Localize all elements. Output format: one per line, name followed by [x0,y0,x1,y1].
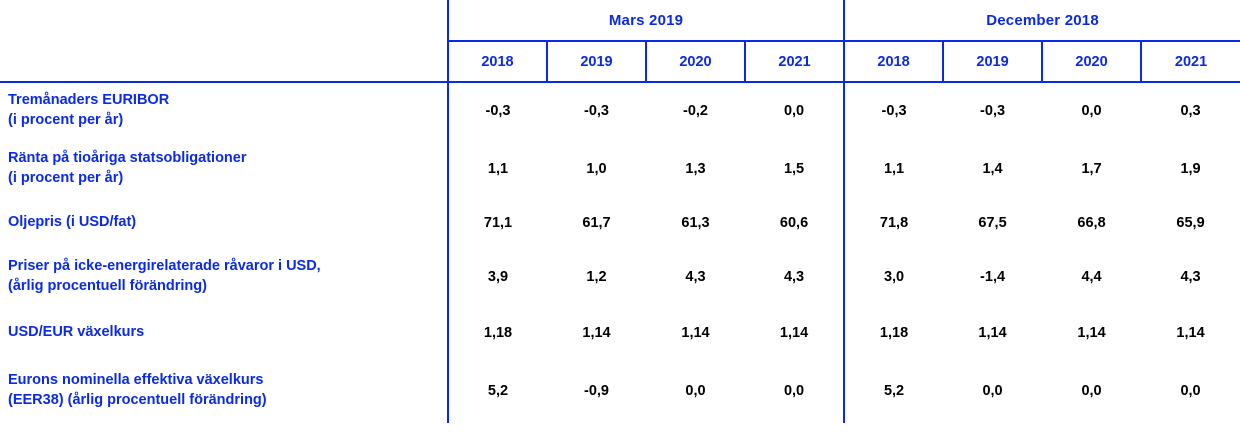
table-cell: 65,9 [1176,215,1205,231]
table-cell: 1,4 [982,161,1003,177]
table-body [0,82,1240,423]
table-cell: 1,3 [685,161,706,177]
table-cell: 4,3 [1180,269,1201,285]
table-cell: 71,1 [483,215,513,231]
table-cell: -0,3 [584,103,609,119]
table-cell: 1,18 [844,307,943,359]
year-header-4: 2021 [745,41,844,82]
table-cell: 66,8 [1077,215,1106,231]
row-label-line: (EER38) (årlig procentuell förändring) [8,392,267,408]
table-cell: 1,14 [1176,325,1205,341]
table-cell: 4,3 [783,269,805,285]
table-row [0,199,1240,247]
row-label-icke-energirelaterade-ravaror [0,247,448,307]
year-header-8: 2021 [1141,41,1240,82]
table-cell: 3,0 [844,247,943,307]
year-header-7: 2020 [1042,41,1141,82]
group-header-december-2018: December 2018 [844,0,1240,41]
table-cell: 61,3 [681,215,710,231]
table-cell: -0,3 [485,103,511,119]
table-cell: 1,14 [1077,325,1106,341]
table-cell: 1,14 [779,325,809,341]
row-label-tioariga-statsobligationer [0,139,448,199]
table-cell: 1,7 [1081,161,1102,177]
table-cell: -0,3 [980,103,1006,119]
table-row [0,82,1240,139]
row-label-line: Priser på icke-energirelaterade råvaror i USD, [8,258,321,275]
table-cell: 3,9 [487,269,509,285]
group-header-row [0,0,1240,41]
table-row [0,139,1240,199]
table-cell: -0,2 [683,103,708,119]
row-label-line: (årlig procentuell förändring) [8,278,207,294]
table-cell: 5,2 [487,383,509,399]
table-cell: 4,3 [685,269,706,285]
table-cell: 61,7 [582,215,611,231]
table-cell: -1,4 [980,269,1006,285]
table-cell: 1,5 [783,161,805,177]
table-cell: 67,5 [978,215,1007,231]
table-cell: 0,0 [783,383,805,399]
year-header-5: 2018 [844,41,943,82]
row-label-line: (i procent per år) [8,170,124,186]
table-header [0,0,1240,82]
table-cell: 0,0 [685,383,706,399]
header-corner-cell [0,0,448,41]
table-cell: 0,3 [1180,103,1201,119]
table-cell: 1,1 [487,161,509,177]
year-header-3: 2020 [646,41,745,82]
table-cell: -0,3 [844,82,943,139]
table-row [0,307,1240,359]
year-header-2: 2019 [547,41,646,82]
year-corner-cell [0,41,448,82]
year-header-row [0,41,1240,82]
table-cell: 5,2 [844,359,943,423]
row-label-oljepris [0,199,448,247]
row-label-line: USD/EUR växelkurs [8,324,145,341]
table-cell: 0,0 [1081,383,1102,399]
group-header-mars-2019: Mars 2019 [448,0,844,41]
table-cell: 1,18 [483,325,513,341]
row-label-usd-eur-vaxelkurs [0,307,448,359]
table-cell: 1,2 [586,269,607,285]
year-header-6: 2019 [943,41,1042,82]
table-cell: 0,0 [783,103,805,119]
table-cell: 1,14 [582,325,611,341]
table-cell: 0,0 [1081,103,1102,119]
table-cell: 60,6 [779,215,809,231]
row-label-line: Eurons nominella effektiva växelkurs [8,372,264,389]
row-label-line: (i procent per år) [8,112,124,128]
row-label-eer38-vaxelkurs [0,359,448,423]
table-row [0,247,1240,307]
table-cell: 1,9 [1180,161,1201,177]
table-cell: 1,14 [681,325,710,341]
table-row [0,359,1240,423]
table-cell: 0,0 [982,383,1003,399]
row-label-line: Ränta på tioåriga statsobligationer [8,150,247,167]
table-cell: -0,9 [584,383,609,399]
year-header-1: 2018 [448,41,547,82]
row-label-euribor [0,82,448,139]
row-label-line: Oljepris (i USD/fat) [8,214,137,231]
table-cell: 1,14 [978,325,1007,341]
row-label-line: Tremånaders EURIBOR [8,92,170,109]
table-cell: 0,0 [1180,383,1201,399]
table-cell: 1,0 [586,161,607,177]
table-cell: 4,4 [1081,269,1102,285]
table-cell: 1,1 [844,139,943,199]
table-cell: 71,8 [844,199,943,247]
